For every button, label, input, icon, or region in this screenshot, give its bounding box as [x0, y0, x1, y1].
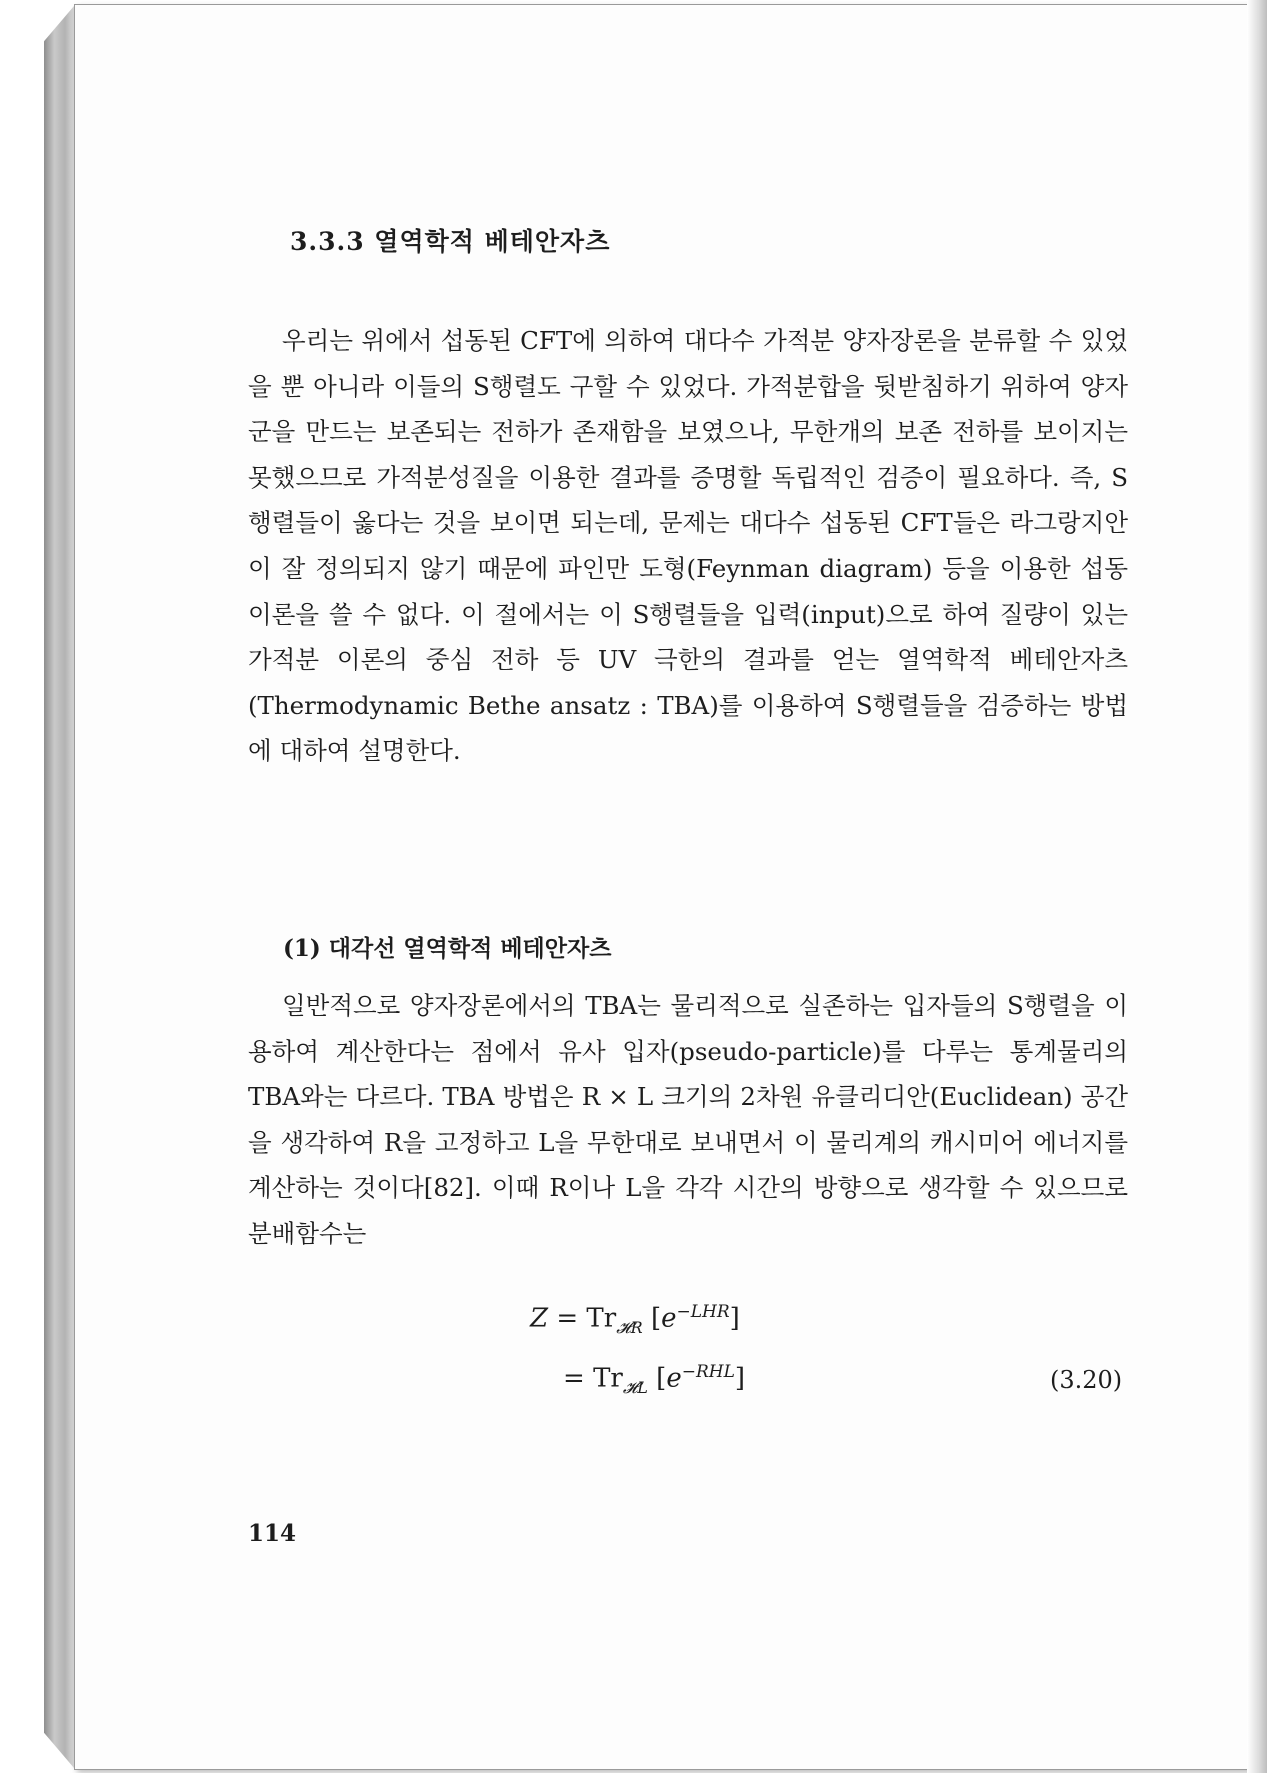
section-heading: 3.3.3 열역학적 베테안자츠: [290, 227, 611, 256]
book-page: [74, 4, 1254, 1770]
equation-number: (3.20): [1050, 1366, 1123, 1394]
page-number: 114: [248, 1520, 297, 1547]
equals-sign: =: [556, 1303, 579, 1334]
bracket-close-icon: ]: [734, 1363, 746, 1394]
trace-operator: Tr: [593, 1363, 623, 1394]
tba-paragraph: 일반적으로 양자장론에서의 TBA는 물리적으로 실존하는 입자들의 S행렬을 이용하여 계산한다는 점에서 유사 입자(pseudo-particle)를 다루는 통계물리의 TBA와는 다르다. TBA 방법은 R × L 크기의 2차원 유클리디안(Euclidean) 공간을 생각하여 R을 고정하고 L을 무한대로 보내면서 이 물리계의 캐시미어 에너지를 계산하는 것이다[82]. 이때 R이나 L을 각각 시간의 방향으로 생각할 수 있으므로 분배함수는: [248, 991, 1128, 1248]
bracket-open-icon: [: [650, 1303, 662, 1334]
book-spine: [44, 6, 74, 1768]
equation-line-2: = $Tr_{𝓗L}$ $[e^{-RHL}]$: [563, 1362, 746, 1397]
subsection-heading: (1) 대각선 열역학적 베테안자츠: [283, 935, 612, 962]
equals-sign: =: [563, 1363, 585, 1394]
page-edge-shadow: [1247, 0, 1267, 1773]
trace-operator: Tr: [586, 1303, 617, 1334]
equation-line-1: $Z = Tr_{𝓗R}$ $[e^{-LHR}]$: [530, 1302, 740, 1337]
exponent: −RHL: [681, 1362, 735, 1382]
bracket-open-icon: [: [656, 1363, 667, 1394]
bracket-close-icon: ]: [729, 1303, 740, 1334]
trace-subscript: 𝓗L: [622, 1377, 648, 1397]
exponent: −LHR: [676, 1302, 730, 1322]
intro-paragraph: 우리는 위에서 섭동된 CFT에 의하여 대다수 가적분 양자장론을 분류할 수 있었을 뿐 아니라 이들의 S행렬도 구할 수 있었다. 가적분합을 뒷받침하기 위하여 양자군을 만드는 보존되는 전하가 존재함을 보였으나, 무한개의 보존 전하를 보이지는 못했으므로 가적분성질을 이용한 결과를 증명할 독립적인 검증이 필요하다. 즉, S행렬들이 옳다는 것을 보이면 되는데, 문제는 대다수 섭동된 CFT들은 라그랑지안이 잘 정의되지 않기 때문에 파인만 도형(Feynman diagram) 등을 이용한 섭동 이론을 쓸 수 없다. 이 절에서는 이 S행렬들을 입력(input)으로 하여 질량이 있는 가적분 이론의 중심 전하 등 UV 극한의 결과를 얻는 열역학적 베테안자츠(Thermodynamic Bethe ansatz : TBA)를 이용하여 S행렬들을 검증하는 방법에 대하여 설명한다.: [248, 326, 1128, 766]
trace-subscript: 𝓗R: [616, 1317, 643, 1337]
equation-lhs: Z: [530, 1303, 549, 1334]
